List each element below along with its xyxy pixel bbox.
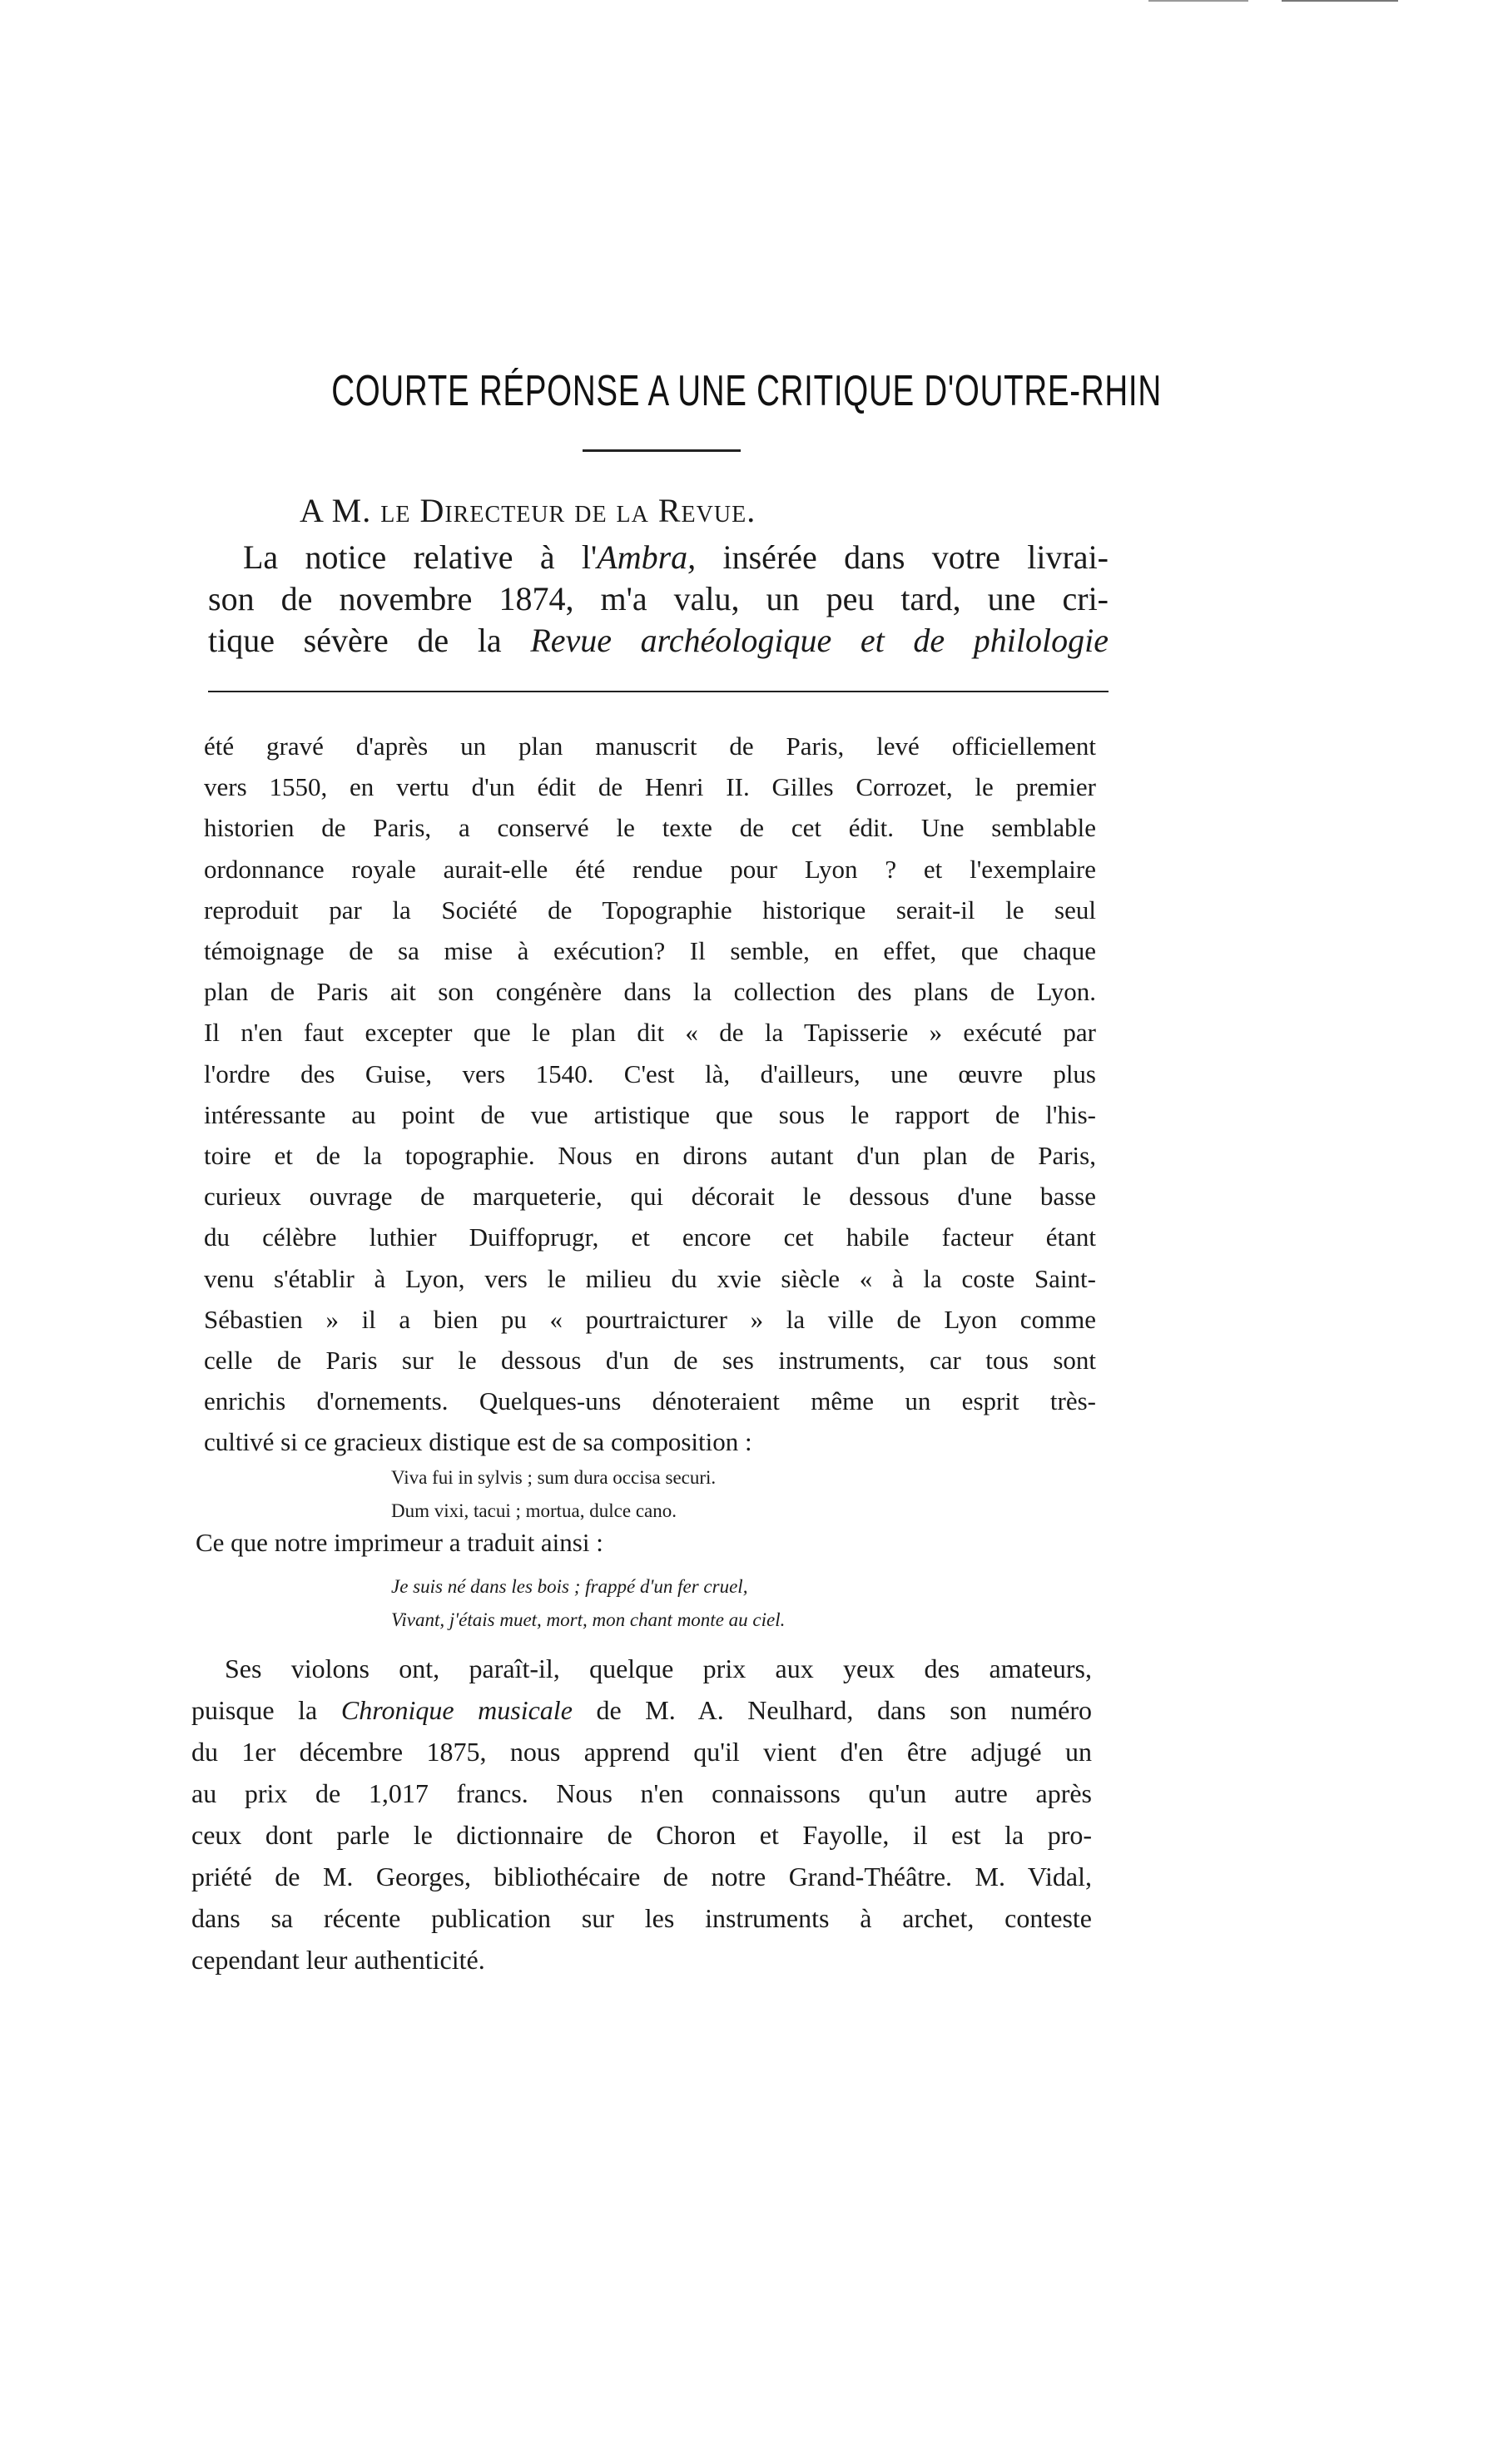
title-rule [583, 449, 741, 452]
closing-paragraph [191, 1648, 1092, 1981]
intro-line: tique sévère de la Revue archéologique et de philologie [208, 622, 1109, 659]
footnote-line: été gravé d'après un plan manuscrit de Paris, levé officiellement [204, 731, 1096, 761]
footnote-line: cultivé si ce gracieux distique est de sa composition : [204, 1427, 752, 1457]
french-distich [391, 1570, 785, 1637]
closing-line: puisque la Chronique musicale de M. A. Neulhard, dans son numéro [191, 1695, 1093, 1725]
footnote-line: ordonnance royale aurait-elle été rendue pour Lyon ? et l'exemplaire [204, 854, 1096, 884]
italic-title: Revue archéologique et de philologie [530, 622, 1109, 659]
footnote-rule [208, 691, 1109, 692]
footnote-line: Il n'en faut excepter que le plan dit « de la Tapisserie » exécuté par [204, 1018, 1096, 1048]
translation-intro: Ce que notre imprimeur a traduit ainsi : [196, 1528, 603, 1557]
scan-mark [1282, 0, 1398, 2]
footnote-line: témoignage de sa mise à exécution? Il semble, en effet, que chaque [204, 936, 1096, 966]
verse-line: Dum vixi, tacui ; mortua, dulce cano. [391, 1500, 677, 1521]
latin-distich [391, 1461, 716, 1528]
closing-line: Ses violons ont, paraît-il, quelque prix aux yeux des amateurs, [225, 1653, 1092, 1683]
footnote-line: vers 1550, en vertu d'un édit de Henri II. Gilles Corrozet, le premier [204, 772, 1096, 802]
footnote-line: historien de Paris, a conservé le texte de cet édit. Une semblable [204, 813, 1096, 843]
intro-line: La notice relative à l'Ambra, insérée dans votre livrai- [243, 538, 1109, 576]
footnote-line: du célèbre luthier Duiffoprugr, et encore cet habile facteur étant [204, 1222, 1096, 1252]
closing-line: priété de M. Georges, bibliothécaire de notre Grand-Théâtre. M. Vidal, [191, 1862, 1092, 1891]
article-title: COURTE RÉPONSE A UNE CRITIQUE D'OUTRE-RHIN [331, 367, 1162, 415]
footnote-line: l'ordre des Guise, vers 1540. C'est là, d'ailleurs, une œuvre plus [204, 1058, 1096, 1088]
footnote-line: venu s'établir à Lyon, vers le milieu du xvie siècle « à la coste Saint- [204, 1263, 1096, 1293]
verse-line: Viva fui in sylvis ; sum dura occisa securi. [391, 1467, 717, 1488]
verse-line: Je suis né dans les bois ; frappé d'un fer cruel, [391, 1576, 748, 1597]
footnote-line: reproduit par la Société de Topographie historique serait-il le seul [204, 895, 1096, 925]
intro-line: son de novembre 1874, m'a valu, un peu tard, une cri- [208, 580, 1109, 617]
intro-paragraph [208, 537, 1109, 662]
footnote-line: plan de Paris ait son congénère dans la collection des plans de Lyon. [204, 977, 1096, 1007]
footnote-line: enrichis d'ornements. Quelques-uns dénoteraient même un esprit très- [204, 1386, 1096, 1416]
scan-mark [1148, 0, 1248, 2]
verse-line: Vivant, j'étais muet, mort, mon chant monte au ciel. [391, 1609, 786, 1630]
closing-line: au prix de 1,017 francs. Nous n'en connaissons qu'un autre après [191, 1778, 1092, 1808]
footnote-paragraph [204, 726, 1096, 1463]
italic-title: Chronique musicale [340, 1695, 573, 1725]
closing-line: du 1er décembre 1875, nous apprend qu'il vient d'en être adjugé un [191, 1737, 1092, 1767]
footnote-line: curieux ouvrage de marqueterie, qui décorait le dessous d'une basse [204, 1182, 1096, 1212]
footnote-line: toire et de la topographie. Nous en dirons autant d'un plan de Paris, [204, 1141, 1096, 1171]
closing-line: dans sa récente publication sur les instruments à archet, conteste [191, 1903, 1092, 1933]
italic-title: Ambra, [597, 538, 697, 576]
footnote-line: Sébastien » il a bien pu « pourtraicturer » la ville de Lyon comme [204, 1304, 1096, 1334]
scan-edge-marks [1148, 0, 1465, 3]
closing-line: ceux dont parle le dictionnaire de Choron et Fayolle, il est la pro- [191, 1820, 1092, 1850]
closing-line: cependant leur authenticité. [191, 1945, 485, 1975]
footnote-line: intéressante au point de vue artistique que sous le rapport de l'his- [204, 1099, 1096, 1129]
salutation: A M. le Directeur de la Revue. [300, 492, 756, 529]
footnote-line: celle de Paris sur le dessous d'un de ses instruments, car tous sont [204, 1346, 1096, 1376]
